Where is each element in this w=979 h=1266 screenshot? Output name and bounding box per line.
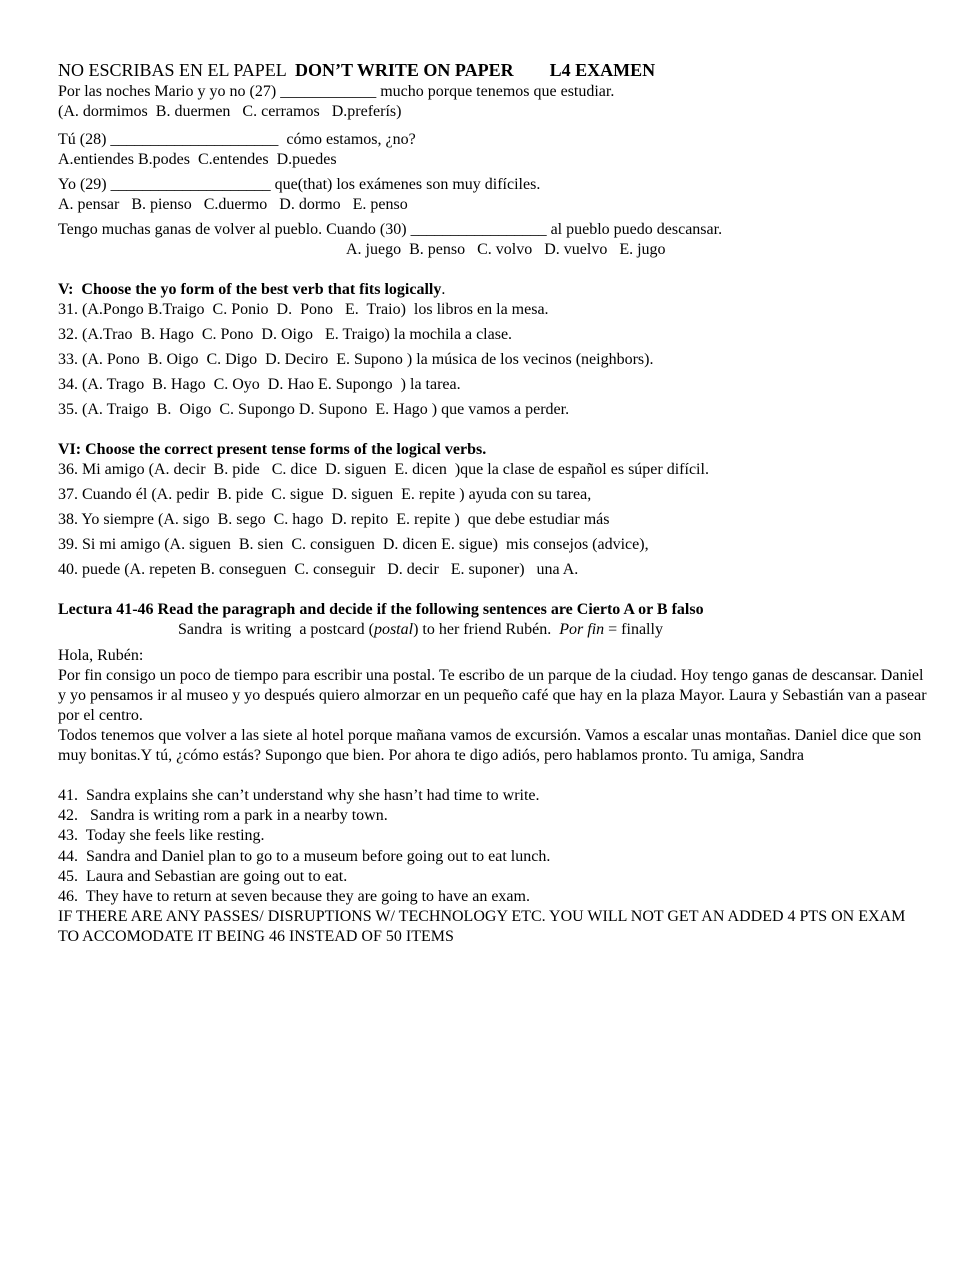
section-vi-item-39: 39. Si mi amigo (A. siguen B. sien C. consiguen D. dicen E. sigue) mis consejos (advice),	[58, 536, 649, 553]
section-v-heading	[58, 280, 928, 300]
postcard-paragraph-1: Por fin consigo un poco de tiempo para escribir una postal. Te escribo de un parque de la ciudad. Hoy tengo ganas de descansar. Daniel y yo pensamos ir al museo y yo después quiero almorzar en un pequeño café que hay en la plaza Mayor. Laura y Sebastián van a pasear por el centro.	[58, 667, 927, 724]
exam-page	[58, 58, 928, 947]
question-28-options: A.entiendes B.podes C.entendes D.puedes	[58, 151, 337, 168]
statement-42: 42. Sandra is writing rom a park in a nearby town.	[58, 807, 388, 825]
statement-45: 45. Laura and Sebastian are going out to eat.	[58, 867, 348, 885]
section-v-heading-bold: V: Choose the yo form of the best verb that fits logically	[58, 281, 442, 298]
postcard-greeting: Hola, Rubén:	[58, 647, 144, 664]
lectura-intro-b: ) to her friend Rubén.	[413, 621, 560, 638]
question-29-sentence: Yo (29) ____________________ que(that) los exámenes son muy difíciles.	[58, 176, 541, 193]
lectura-intro-italic2: Por fin	[559, 621, 605, 638]
lectura-intro-c: = finally	[604, 621, 663, 638]
header-bold-right: L4 EXAMEN	[549, 60, 656, 80]
section-vi-heading: VI: Choose the correct present tense forms of the logical verbs.	[58, 441, 487, 458]
question-30-options: A. juego B. penso C. volvo D. vuelvo E. jugo	[346, 241, 666, 258]
section-vi-item-40: 40. puede (A. repeten B. conseguen C. conseguir D. decir E. suponer) una A.	[58, 561, 579, 578]
section-vi-item-36: 36. Mi amigo (A. decir B. pide C. dice D. siguen E. dicen )que la clase de español es súper difícil.	[58, 461, 709, 478]
statement-43: 43. Today she feels like resting.	[58, 827, 265, 845]
question-27-sentence: Por las noches Mario y yo no (27) ____________ mucho porque tenemos que estudiar.	[58, 83, 615, 100]
lectura-heading: Lectura 41-46 Read the paragraph and decide if the following sentences are Cierto A or B falso	[58, 601, 704, 618]
question-28-sentence: Tú (28) _____________________ cómo estamos, ¿no?	[58, 131, 416, 148]
section-v-item-35: 35. (A. Traigo B. Oigo C. Supongo D. Supono E. Hago ) que vamos a perder.	[58, 401, 570, 418]
footer-note: IF THERE ARE ANY PASSES/ DISRUPTIONS W/ TECHNOLOGY ETC. YOU WILL NOT GET AN ADDED 4 PTS ON EXAM TO ACCOMODATE IT BEING 46 INSTEAD OF 50 ITEMS	[58, 908, 906, 946]
statement-41: 41. Sandra explains she can’t understand why she hasn’t had time to write.	[58, 787, 540, 804]
lectura-intro-italic: postal	[373, 621, 414, 638]
section-vi-item-37: 37. Cuando él (A. pedir B. pide C. sigue D. siguen E. repite ) ayuda con su tarea,	[58, 486, 592, 503]
section-v-item-31: 31. (A.Pongo B.Traigo C. Ponio D. Pono E. Traio) los libros en la mesa.	[58, 301, 549, 318]
exam-header	[58, 58, 928, 82]
statement-44: 44. Sandra and Daniel plan to go to a museum before going out to eat lunch.	[58, 847, 551, 865]
header-left: NO ESCRIBAS EN EL PAPEL	[58, 60, 287, 80]
question-27-options: (A. dormimos B. duermen C. cerramos D.preferís)	[58, 103, 402, 120]
true-false-list	[58, 786, 928, 907]
postcard-paragraph-2: Todos tenemos que volver a las siete al hotel porque mañana vamos de excursión. Vamos a escalar unas montañas. Daniel dice que son muy bonitas.Y tú, ¿cómo estás? Supongo que bien. Por ahora te digo adiós, pero hablamos pronto. Tu amiga, Sandra	[58, 727, 922, 764]
lectura-intro-a: Sandra is writing a postcard (	[178, 621, 374, 638]
question-29-options: A. pensar B. pienso C.duermo D. dormo E. penso	[58, 196, 408, 213]
section-v-item-32: 32. (A.Trao B. Hago C. Pono D. Oigo E. Traigo) la mochila a clase.	[58, 326, 513, 343]
section-v-item-34: 34. (A. Trago B. Hago C. Oyo D. Hao E. Supongo ) la tarea.	[58, 376, 461, 393]
statement-46: 46. They have to return at seven because they are going to have an exam.	[58, 888, 530, 906]
section-vi-item-38: 38. Yo siempre (A. sigo B. sego C. hago D. repito E. repite ) que debe estudiar más	[58, 511, 610, 528]
question-30-sentence: Tengo muchas ganas de volver al pueblo. Cuando (30) _________________ al pueblo puedo descansar.	[58, 221, 723, 238]
section-v-item-33: 33. (A. Pono B. Oigo C. Digo D. Deciro E. Supono ) la música de los vecinos (neighbors).	[58, 351, 654, 368]
lectura-intro	[58, 620, 928, 640]
section-v-heading-tail: .	[441, 281, 446, 298]
header-bold-middle: DON’T WRITE ON PAPER	[295, 60, 514, 80]
